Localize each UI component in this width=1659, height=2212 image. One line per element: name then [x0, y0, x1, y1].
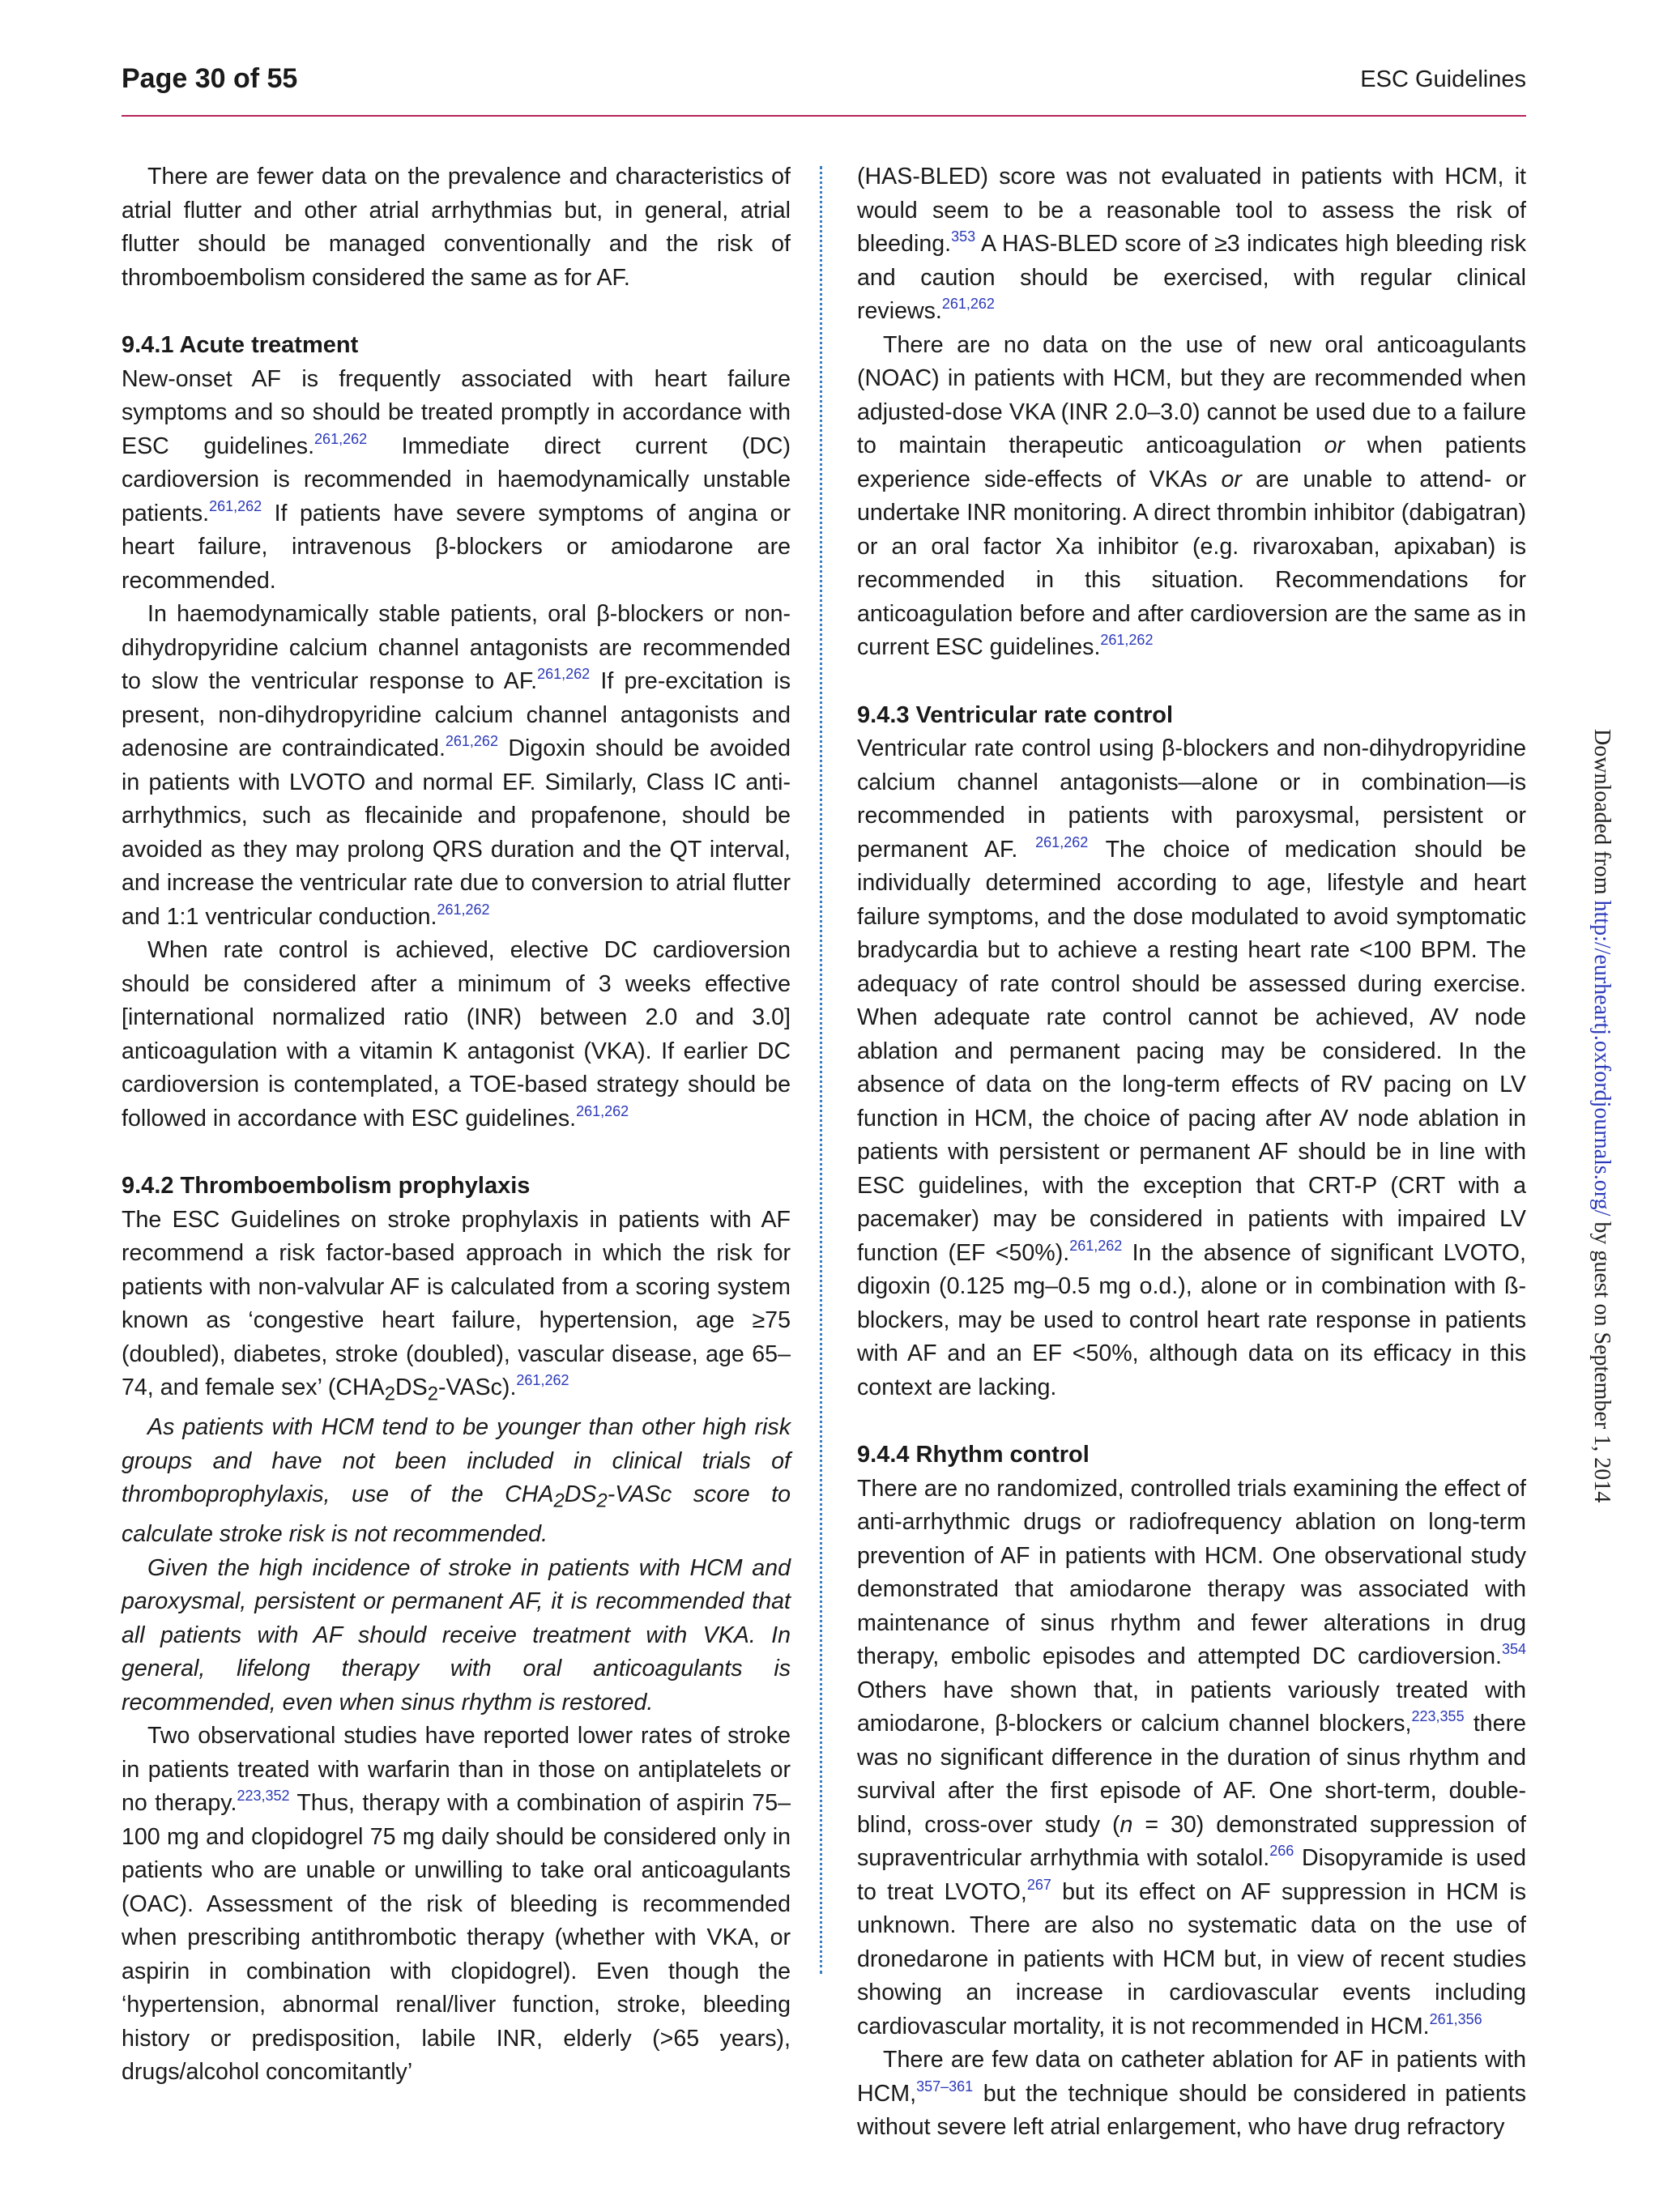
section-heading-9-4-1: 9.4.1 Acute treatment: [122, 332, 359, 358]
citation-link[interactable]: 261,262: [437, 901, 490, 918]
section-heading-9-4-3: 9.4.3 Ventricular rate control: [857, 701, 1174, 728]
citation-link[interactable]: 223,352: [237, 1788, 290, 1805]
citation-link[interactable]: 261,262: [537, 666, 591, 682]
citation-link[interactable]: 261,262: [314, 430, 368, 447]
column-separator: [820, 166, 822, 1974]
citation-link[interactable]: 261,262: [941, 296, 995, 312]
page-number: Page 30 of 55: [122, 63, 298, 94]
citation-link[interactable]: 261,262: [1035, 833, 1089, 850]
paragraph: There are fewer data on the prevalence and characteristics of atrial flutter and other atrial arrhythmias but, in general, atrial flutter should be managed conventionally and the risk of thromboembolism considered the same as for AF.: [122, 164, 791, 291]
paragraph: New-onset AF is frequently associated with heart failure symptoms and so should be treated promptly in accordance with ESC guidelines.$^{261,262}$ Immediate direct current (DC) cardioversion is recommended in haemodynamically unstable patients.$^{261,262}$ If patients have severe symptoms of angina or heart failure, intravenous β-blockers or amiodarone are recommended.: [122, 365, 791, 594]
paragraph: There are no data on the use of new oral anticoagulants (NOAC) in patients with HCM, but they are recommended when adjusted-dose VKA (INR 2.0–3.0) cannot be used due to a failure to maintain therapeutic anticoagulation or when patients experience side-effects of VKAs or are unable to attend- or undertake INR monitoring. A direct thrombin inhibitor (dabigatran) or an oral factor Xa inhibitor (e.g. rivaroxaban, apixaban) is recommended in this situation. Recommendations for anticoagulation before and after cardioversion are the same as in current ESC guidelines.$^{261,262}$: [857, 331, 1526, 660]
section-heading-9-4-4: 9.4.4 Rhythm control: [857, 1442, 1090, 1468]
paragraph: Two observational studies have reported lower rates of stroke in patients treated with warfarin than in those on antiplatelets or no therapy.$^{223,352}$ Thus, therapy with a combination of aspirin 75–100 mg and clopidogrel 75 mg daily should be considered only in patients who are unable or unwilling to take oral anticoagulants (OAC). Assessment of the risk of bleeding is recommended when prescribing antithrombotic therapy (whether with VKA, or aspirin in combination with clopidogrel). Even though the ‘hypertension, abnormal renal/liver function, stroke, bleeding history or predisposition, labile INR, elderly (>65 years), drugs/alcohol concomitantly’: [122, 1723, 791, 2086]
recommendation-paragraph: As patients with HCM tend to be younger than other high risk groups and have not been included in clinical trials of thromboprophylaxis, use of the $CHA_2DS_2$-VASc score to calculate stroke risk is not recommended.: [122, 1414, 791, 1548]
citation-link[interactable]: 353: [951, 228, 976, 245]
citation-link[interactable]: 261,262: [209, 497, 262, 514]
paragraph: (HAS-BLED) score was not evaluated in patients with HCM, it would seem to be a reasonable tool to assess the risk of bleeding.$^{353}$ A HAS-BLED score of ≥3 indicates high bleeding risk and caution should be exercised, with regular clinical reviews.$^{261,262}$: [857, 164, 1526, 324]
journal-title: ESC Guidelines: [1360, 66, 1526, 92]
citation-link[interactable]: 261,262: [576, 1102, 629, 1119]
header-rule: [122, 115, 1526, 117]
right-column: [857, 160, 1526, 2145]
paragraph: There are few data on catheter ablation for AF in patients with HCM,$^{357-361}$ but the technique should be considered in patients without severe left atrial enlargement, who have drug refractory: [857, 2047, 1526, 2140]
citation-link[interactable]: 266: [1269, 1843, 1294, 1859]
left-column: [122, 160, 791, 2090]
paragraph: The ESC Guidelines on stroke prophylaxis in patients with AF recommend a risk factor-based approach in which the risk for patients with non-valvular AF is calculated from a scoring system known as ‘congestive heart failure, hypertension, age ≥75 (doubled), diabetes, stroke (doubled), vascular disease, age 65–74, and female sex’ $(CHA_2DS_2-VASc).^{261,262}$: [122, 1206, 791, 1405]
citation-link[interactable]: 267: [1026, 1876, 1051, 1893]
citation-link[interactable]: 357–361: [916, 2078, 974, 2095]
citation-link[interactable]: 261,262: [1100, 632, 1154, 648]
citation-link[interactable]: 261,356: [1429, 2010, 1482, 2027]
citation-link[interactable]: 354: [1501, 1641, 1526, 1657]
citation-link[interactable]: 261,262: [1069, 1237, 1123, 1254]
download-note: Downloaded from http://eurheartj.oxfordjournals.org/ by guest on September 1, 2014: [1589, 729, 1614, 1503]
citation-link[interactable]: 261,262: [445, 733, 498, 749]
download-link[interactable]: http://eurheartj.oxfordjournals.org/: [1589, 900, 1614, 1217]
paragraph: There are no randomized, controlled trials examining the effect of anti-arrhythmic drugs or radiofrequency ablation on long-term prevention of AF in patients with HCM. One observational study demonstrated that amiodarone therapy was associated with maintenance of sinus rhythm and fewer alterations in drug therapy, embolic episodes and attempted DC cardioversion.$^{354}$ Others have shown that, in patients variously treated with amiodarone, β-blockers or calcium channel blockers,$^{223,355}$ there was no significant difference in the duration of sinus rhythm and survival after the first episode of AF. One short-term, double-blind, cross-over study (n = 30) demonstrated suppression of supraventricular arrhythmia with sotalol.$^{266}$ Disopyramide is used to treat LVOTO,$^{267}$ but its effect on AF suppression in HCM is unknown. There are also no systematic data on the use of dronedarone in patients with HCM but, in view of recent studies showing an increase in cardiovascular events including cardiovascular mortality, it is not recommended in HCM.$^{261,356}$: [857, 1475, 1527, 2039]
paragraph: When rate control is achieved, elective DC cardioversion should be considered after a minimum of 3 weeks effective [international normalized ratio (INR) between 2.0 and 3.0] anticoagulation with a vitamin K antagonist (VKA). If earlier DC cardioversion is contemplated, a TOE-based strategy should be followed in accordance with ESC guidelines.$^{261,262}$: [122, 937, 791, 1132]
section-heading-9-4-2: 9.4.2 Thromboembolism prophylaxis: [122, 1173, 531, 1199]
page-header: [122, 63, 1526, 104]
citation-link[interactable]: 261,262: [516, 1372, 569, 1388]
recommendation-paragraph: Given the high incidence of stroke in patients with HCM and paroxysmal, persistent or permanent AF, it is recommended that all patients with AF should receive treatment with VKA. In general, lifelong therapy with oral anticoagulants is recommended, even when sinus rhythm is restored.: [122, 1554, 791, 1715]
paragraph: Ventricular rate control using β-blockers and non-dihydropyridine calcium channel antagonists—alone or in combination—is recommended in patients with paroxysmal, persistent or permanent AF. $^{261,262}$ The choice of medication should be individually determined according to age, lifestyle and heart failure symptoms, and the dose modulated to avoid symptomatic bradycardia but to achieve a resting heart rate <100 BPM. The adequacy of rate control should be assessed during exercise. When adequate rate control cannot be achieved, AV node ablation and permanent pacing may be considered. In the absence of data on the long-term effects of RV pacing on LV function in HCM, the choice of pacing after AV node ablation in patients with persistent or permanent AF should be in line with ESC guidelines, with the exception that CRT-P (CRT with a pacemaker) may be considered in patients with impaired LV function (EF <50%).$^{261,262}$ In the absence of significant LVOTO, digoxin (0.125 mg–0.5 mg o.d.), alone or in combination with ß-blockers, may be used to control heart rate response in patients with AF and an EF <50%, although data on its efficacy in this context are lacking.: [857, 735, 1526, 1400]
paragraph: In haemodynamically stable patients, oral β-blockers or non-dihydropyridine calcium channel antagonists are recommended to slow the ventricular response to AF.$^{261,262}$ If pre-excitation is present, non-dihydropyridine calcium channel antagonists and adenosine are contraindicated.$^{261,262}$ Digoxin should be avoided in patients with LVOTO and normal EF. Similarly, Class IC anti-arrhythmics, such as flecainide and propafenone, should be avoided as they may prolong QRS duration and the QT interval, and increase the ventricular rate due to conversion to atrial flutter and 1:1 ventricular conduction.$^{261,262}$: [122, 601, 791, 930]
citation-link[interactable]: 223,355: [1411, 1708, 1465, 1724]
